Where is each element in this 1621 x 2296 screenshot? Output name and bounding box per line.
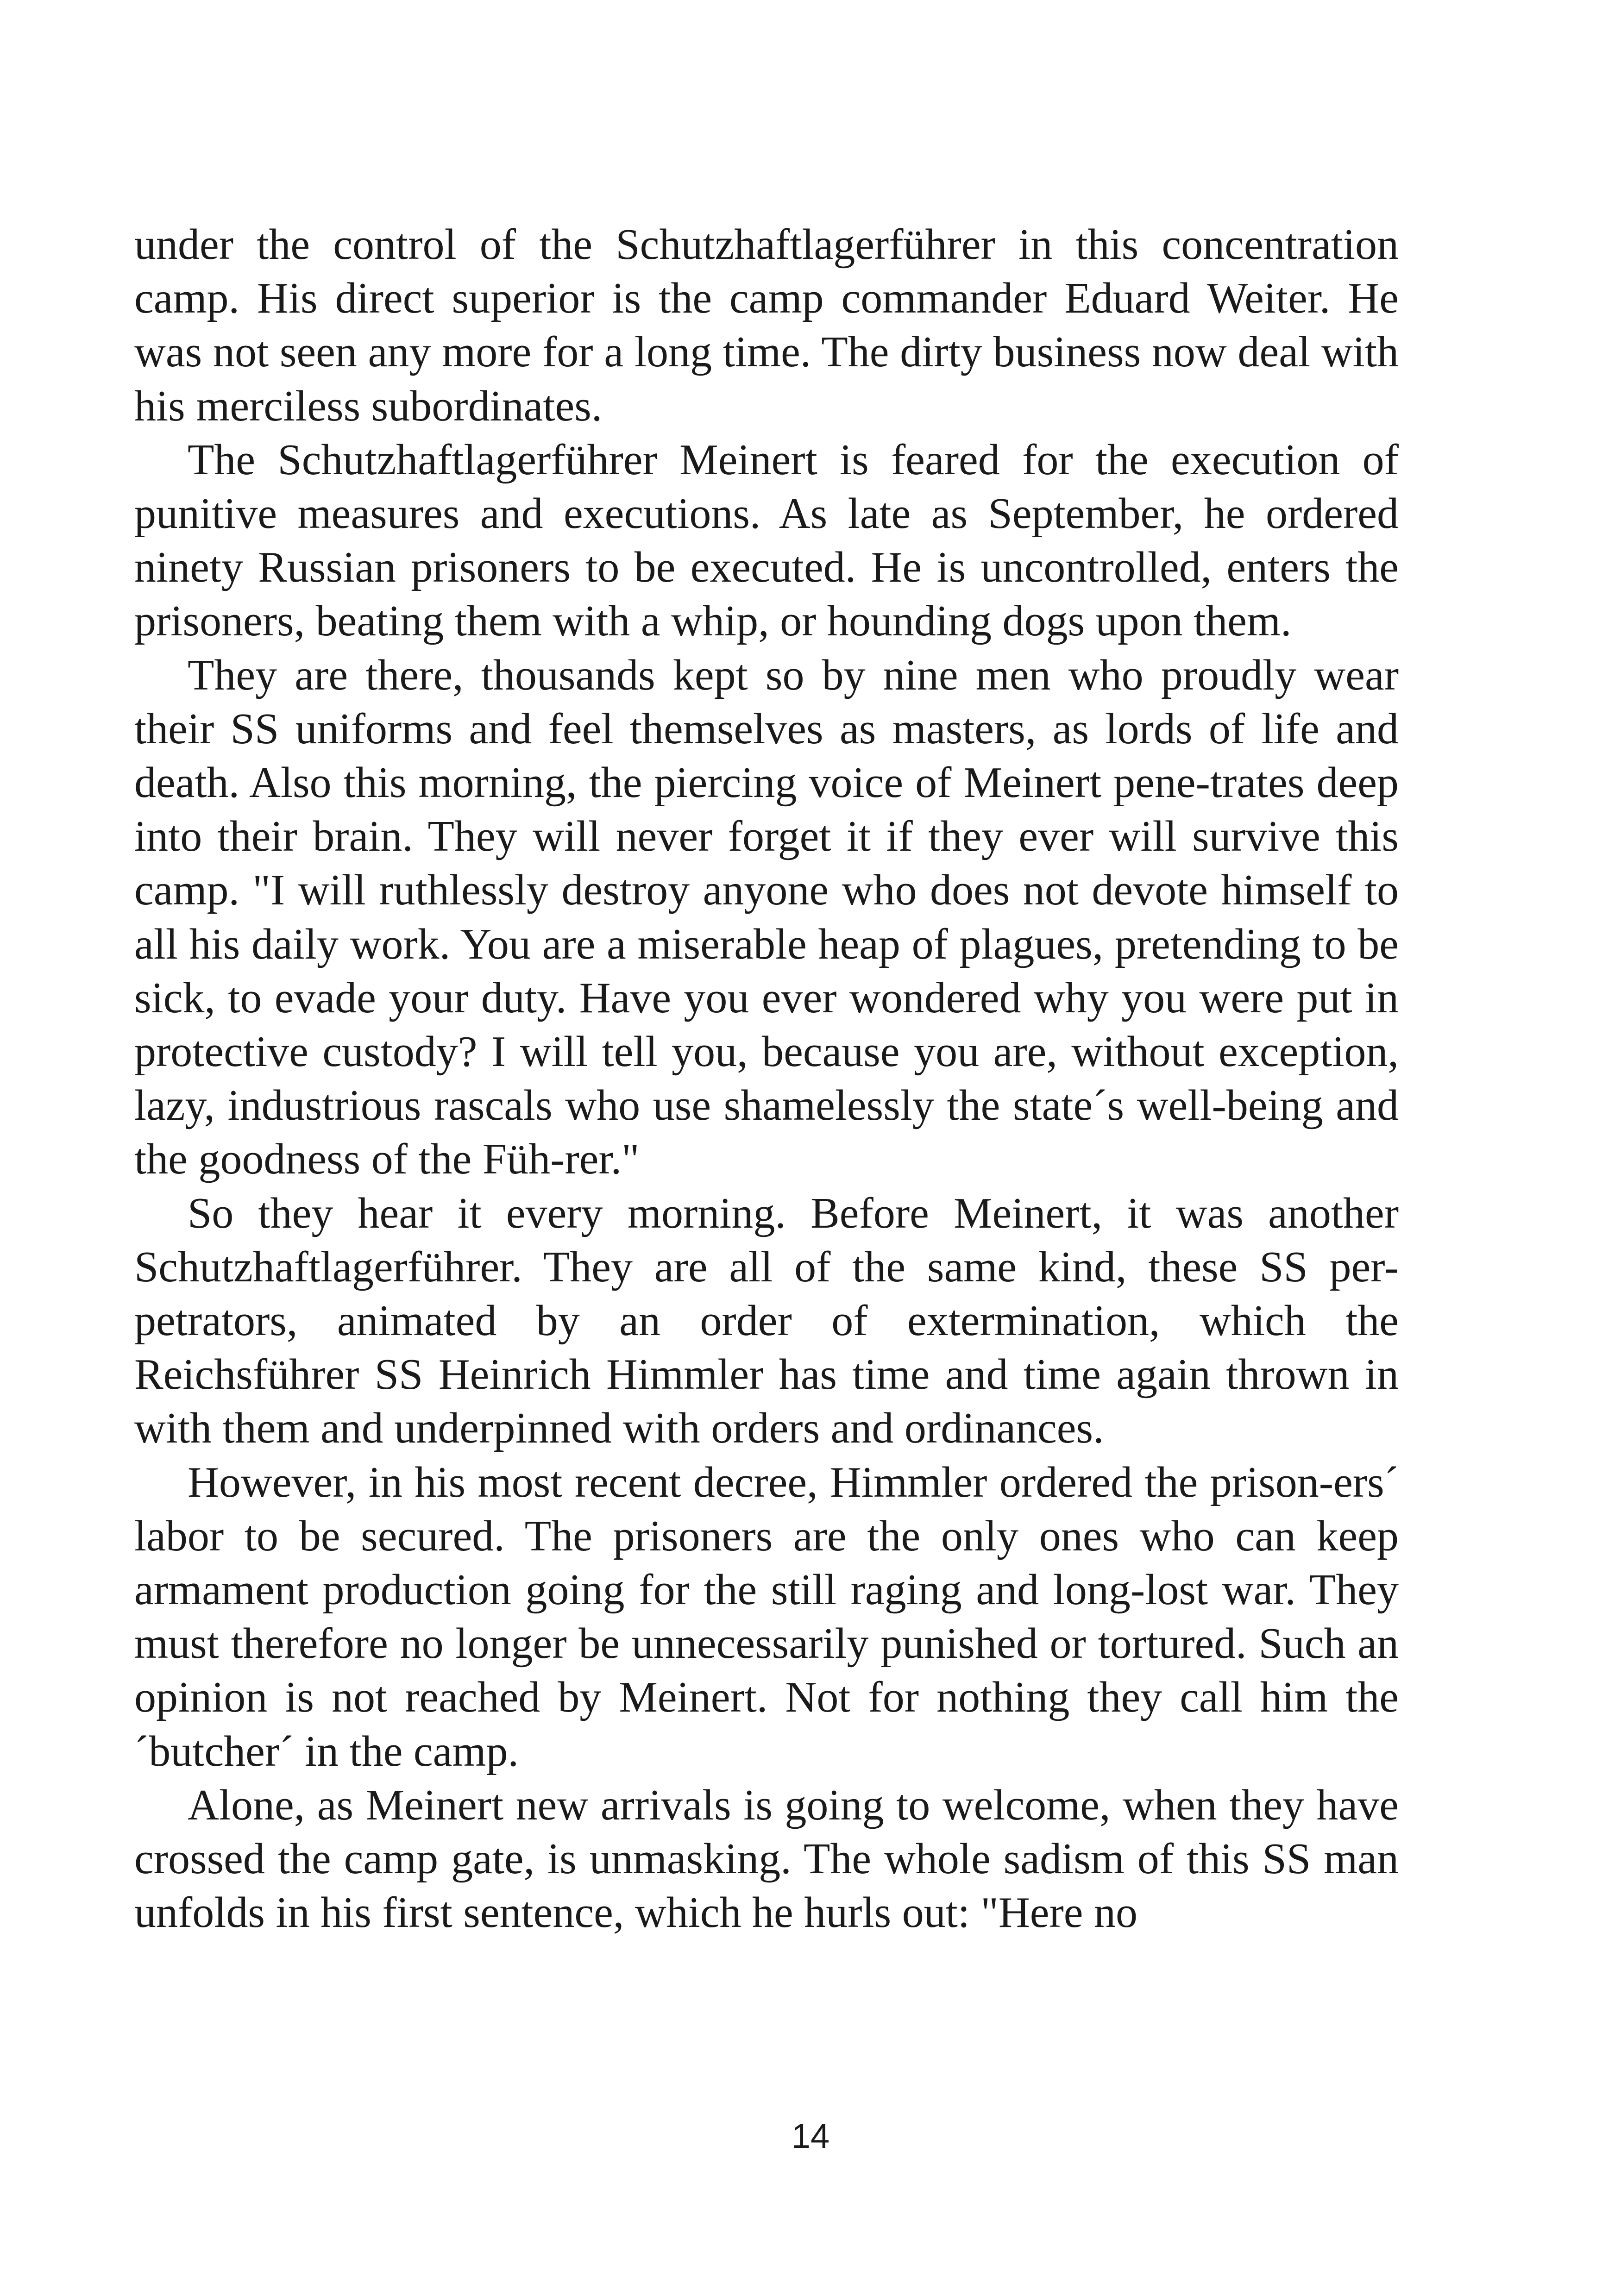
paragraph-1: under the control of the Schutzhaftlagerführer in this concentration camp. His direct superior is the camp commander Eduard Weiter. He was not seen any more for a long time. The dirty business now deal with his merciless subordinates. [134,220,1399,430]
paragraph-4: So they hear it every morning. Before Meinert, it was another Schutzhaftlagerführer. They are all of the same kind, these SS per-petrators, animated by an order of extermination, which the Reichsführer SS Heinrich Himmler has time and time again thrown in with them and underpinned with orders and ordinances. [134,1189,1399,1453]
page-number: 14 [791,2117,830,2155]
paragraph-2: The Schutzhaftlagerführer Meinert is feared for the execution of punitive measures and executions. As late as September, he ordered ninety Russian prisoners to be executed. He is uncontrolled, enters the prisoners, beating them with a whip, or hounding dogs upon them. [134,435,1399,646]
body-text [134,218,1399,1940]
paragraph-6: Alone, as Meinert new arrivals is going to welcome, when they have crossed the camp gate, is unmasking. The whole sadism of this SS man unfolds in his first sentence, which he hurls out: "Here no [134,1781,1399,1937]
paragraph-3: They are there, thousands kept so by nine men who proudly wear their SS uniforms and feel themselves as masters, as lords of life and death. Also this morning, the piercing voice of Meinert pene-trates deep into their brain. They will never forget it if they ever will survive this camp. "I will ruthlessly destroy anyone who does not devote himself to all his daily work. You are a miserable heap of plagues, pretending to be sick, to evade your duty. Have you ever wondered why you were put in protective custody? I will tell you, because you are, without exception, lazy, industrious rascals who use shamelessly the state´s well-being and the goodness of the Füh-rer." [134,651,1399,1184]
paragraph-5: However, in his most recent decree, Himmler ordered the prison-ers´ labor to be secured. The prisoners are the only ones who can keep armament production going for the still raging and long-lost war. They must therefore no longer be unnecessarily punished or tortured. Such an opinion is not reached by Meinert. Not for nothing they call him the ´butcher´ in the camp. [134,1458,1399,1775]
